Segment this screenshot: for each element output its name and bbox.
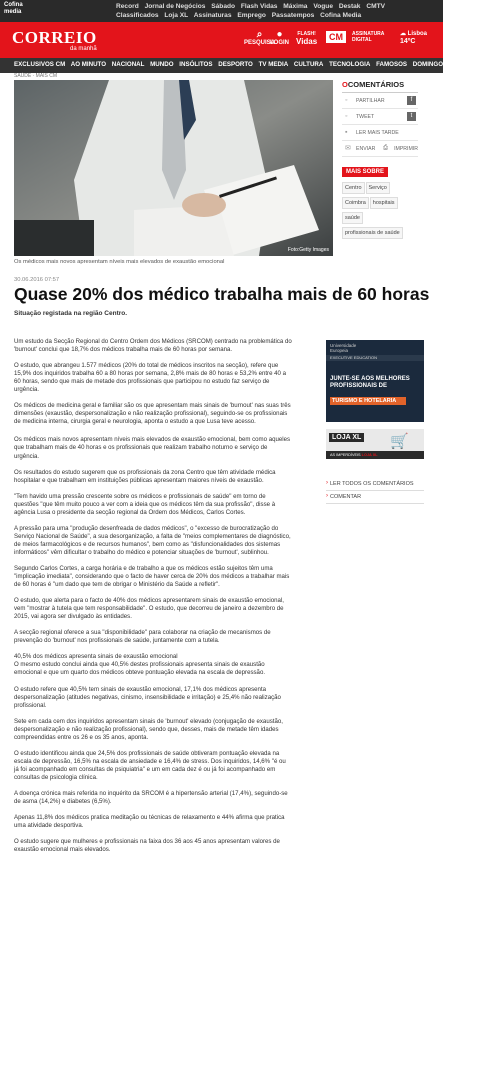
network-links [116, 3, 436, 20]
article-body [14, 338, 292, 862]
article-paragraph: Sete em cada cem dos inquiridos apresentam sinais de 'burnout' elevado (conjugação de exaustão, despersonalização e não realização profissional), sendo que, desses, mais de metade têm idades compreendidas entre os 26 e os 35 anos, aponta. [14, 717, 283, 741]
nav-item[interactable]: AO MINUTO [70, 61, 107, 68]
nav-item[interactable]: CULTURA [293, 61, 324, 68]
mail-icon: ✉ [345, 145, 351, 152]
article-paragraph: O estudo sugere que mulheres e profissionais na faixa dos 36 aos 45 anos apresentam valores de exaustão emocional mais elevados. [14, 838, 280, 854]
article-paragraph: 40,5% dos médicos apresenta sinais de exaustão emocional O mesmo estudo conclui ainda que 40,5% destes profissionais apresenta sinais de exaustão emocional e que um quarto dos médicos obteve pontuação elevada na escala de depressão. [14, 653, 266, 677]
tag-list [342, 182, 418, 242]
network-link[interactable]: Sábado [211, 3, 236, 10]
network-link[interactable]: Classificados [116, 11, 159, 19]
send-email-button[interactable]: ✉ ENVIAR ⎙ IMPRIMIR [342, 141, 418, 157]
cofina-logo[interactable]: Cofina media [4, 2, 23, 15]
nav-item[interactable]: TV MEDIA [258, 61, 289, 68]
search-icon: ⌕ [256, 29, 263, 40]
nav-item[interactable]: DOMINGO [412, 61, 444, 68]
nav-item[interactable]: EXCLUSIVOS CM [14, 61, 66, 68]
article-title: Quase 20% dos médico trabalha mais de 60 horas [14, 284, 430, 304]
print-icon[interactable]: ⎙ [383, 145, 388, 151]
article-paragraph: A doença crónica mais referida no inquérito da SRCOM é a hipertensão arterial (17,4%), seguindo-se de asma (14,2%) e diabetes (6,5%). [14, 789, 288, 806]
twitter-bird-icon: ◦ [345, 113, 348, 120]
mais-sobre-box [342, 160, 418, 242]
tag[interactable]: Coimbra [342, 197, 369, 209]
network-link[interactable]: Flash Vidas [240, 3, 278, 10]
site-header [0, 22, 443, 58]
nav-item[interactable]: NACIONAL [111, 61, 145, 68]
cm-logo[interactable]: CM [326, 31, 346, 43]
login-button[interactable]: ● LOGIN [270, 29, 289, 46]
comment-link[interactable]: › COMENTAR [326, 491, 424, 504]
user-icon: ● [276, 29, 283, 40]
nav-item[interactable]: OPINIÃO [448, 61, 475, 68]
article-paragraph: Os médicos mais novos apresentam níveis mais elevados de exaustão emocional, bem como aqueles que trabalham mais de 40 horas e os profissionais que realizam trabalho noturno e serviço de urgência. [14, 436, 291, 460]
loja-xl-logo: LOJA XL [329, 433, 364, 442]
nav-item[interactable]: INSÓLITOS [179, 61, 213, 68]
article-paragraph: Apenas 11,8% dos médicos pratica meditação ou técnicas de relaxamento e 44% afirma que pratica uma atividade desportiva. [14, 814, 285, 830]
article-paragraph: O estudo identificou ainda que 24,5% dos profissionais de saúde obtiveram pontuação elevada na escala de depressão, 16,5% na escala de ansiedade e 16,4% de stress. Dos inquiridos, 14,6% "é ou já foi acompanhado em consultas de psiquiatria" e um em cada dez é ou já foi acompanhado em consultas de psicologia clínica. [14, 749, 286, 781]
article-paragraph: Um estudo da Secção Regional do Centro Ordem dos Médicos (SRCOM) centrado na problemática do 'burnout' conclui que 18,7% dos médicos trabalha mais de 60 horas por semana. [14, 338, 292, 354]
read-later-button[interactable]: ▪ LER MAIS TARDE [342, 125, 418, 141]
site-logo[interactable] [12, 28, 97, 52]
breadcrumb[interactable]: SAÚDE · MAIS CM [14, 73, 58, 79]
loja-xl-ad[interactable] [326, 429, 424, 459]
network-link[interactable]: Record [116, 3, 139, 10]
nav-item[interactable]: TECNOLOGIA [329, 61, 371, 68]
comments-heading[interactable]: OCOMENTÁRIOS [342, 80, 418, 93]
nav-item[interactable]: FAMOSOS [376, 61, 408, 68]
nav-item[interactable]: DESPORTO [218, 61, 253, 68]
article-photo [14, 80, 333, 256]
tag[interactable]: Serviço [366, 182, 390, 194]
share-icon: ◦ [345, 97, 348, 104]
article-subtitle: Situação registada na região Centro. [14, 310, 128, 317]
weather-widget[interactable]: ☁ Lisboa 14ºC [400, 31, 428, 45]
twitter-icon: t [407, 112, 416, 121]
ad-bar: EXECUTIVE EDUCATION [326, 355, 424, 361]
doctor-photo-illustration [14, 80, 333, 256]
tag[interactable]: saúde [342, 212, 363, 224]
network-link[interactable]: Emprego [237, 11, 266, 19]
network-link[interactable]: Destak [338, 3, 361, 10]
network-link[interactable]: CMTV [366, 3, 386, 10]
tag[interactable]: hospitais [370, 197, 398, 209]
article-paragraph: Segundo Carlos Cortes, a carga horária e de trabalho a que os médicos estão sujeitos têm uma "implicação imediata", considerando que o facto de haver cerca de 20% dos médicos a trabalhar mais de 60 horas é "um dado que tem de obrigar o Ministério da Saúde a refletir". [14, 564, 290, 589]
subscription-link[interactable]: ASSINATURA DIGITAL [352, 31, 385, 43]
main-nav [0, 58, 475, 73]
ad-brand: Universidade Europeia [330, 343, 357, 353]
network-link[interactable]: Máxima [283, 3, 308, 10]
article-paragraph: O estudo, que alerta para o facto de 40% dos médicos apresentarem sinais de exaustão emocional, vem "mostrar à tutela que tem responsabilidade". O estudo, que decorreu de janeiro a dezembro de 2015, vai agora ser divulgado às entidades. [14, 597, 284, 621]
photo-credit: Foto:Getty Images [287, 247, 329, 253]
network-link[interactable]: Vogue [313, 3, 333, 10]
share-facebook-button[interactable]: ◦ PARTILHAR f [342, 93, 418, 109]
comments-share-box [342, 80, 418, 157]
tweet-button[interactable]: ◦ TWEET t [342, 109, 418, 125]
article-date: 30.06.2016 07:57 [14, 277, 60, 283]
ad-strip: AS IMPERDÍVEIS LOJA XL [326, 451, 424, 459]
article-paragraph: O estudo refere que 40,5% tem sinais de exaustão emocional, 17,1% dos médicos apresenta despersonalização (atitudes negativas, cinismo, insensibilidade e irritação) e 25,4% não realização profissional. [14, 685, 281, 709]
flash-vidas-link[interactable]: FLASH! Vidas [296, 31, 318, 46]
print-label[interactable]: IMPRIMIR [394, 146, 418, 152]
article-paragraph: Os resultados do estudo sugerem que os profissionais da zona Centro que têm atividade médica hospitalar e que trabalham em instituições públicas apresentam maiores níveis de exaustão. [14, 468, 276, 484]
article-paragraph: O estudo, que abrangeu 1.577 médicos (20% do total de médicos inscritos na secção), refere que 15,9% dos inquiridos trabalha 60 a 80 horas por semana, 2,8% mais de 80 horas e 53,2% entre 40 a 60 horas, sendo que mais de metade dos profissionais que participou no estudo faz serviço de urgência. [14, 362, 287, 394]
nav-item[interactable]: MUNDO [150, 61, 174, 68]
ad-highlight: TURISMO E HOTELARIA [330, 397, 406, 405]
ad-text: JUNTE-SE AOS MELHORES PROFISSIONAIS DE [330, 376, 410, 389]
shopping-cart-icon: 🛒 [390, 433, 409, 450]
network-link[interactable]: Cofina Media [320, 11, 362, 19]
network-link[interactable]: Jornal de Negócios [144, 3, 206, 10]
comment-links [326, 478, 424, 504]
network-bar [0, 0, 443, 22]
universidade-europeia-ad[interactable] [326, 340, 424, 422]
search-button[interactable]: ⌕ PESQUISA [244, 29, 276, 46]
facebook-icon: f [407, 96, 416, 105]
article-paragraph: A pressão para uma "produção desenfreada de dados médicos", o "excesso de burocratização do Serviço Nacional de Saúde", a sua desorganização, a falta de "meios complementares de diagnóstico, de meios farmacológicos e de recursos humanos", bem como as "disfuncionalidades dos sistemas informáticos" vêm dificultar o trabalho do médico e potenciar situações de 'burnout', sublinhou. [14, 524, 291, 556]
photo-caption: Os médicos mais novos apresentam níveis mais elevados de exaustão emocional [14, 259, 225, 265]
article-paragraph: "Tem havido uma pressão crescente sobre os médicos e profissionais de saúde" em torno de questões "que têm muito pouco a ver com a ideia que os médicos têm da sua profissão", disse à agência Lusa o presidente da secção regional da Ordem dos Médicos, Carlos Cortes. [14, 492, 276, 516]
network-link[interactable]: Passatempos [271, 11, 315, 19]
article-paragraph: Os médicos de medicina geral e familiar são os que apresentam mais sinais de 'burnout' nas suas três dimensões (exaustão, despersonalização e não realização profissional), seguindo-se os profissionais de medicina interna, cirurgia geral e neurologia, aponta o estudo a que Lusa teve acesso. [14, 402, 291, 426]
logo-main: CORREIO [12, 28, 97, 47]
tag[interactable]: profissionais de saúde [342, 227, 403, 239]
tag[interactable]: Centro [342, 182, 365, 194]
logo-sub: da manhã [70, 46, 97, 52]
network-link[interactable]: Assinaturas [193, 11, 232, 19]
network-link[interactable]: Loja XL [164, 11, 189, 19]
weather-icon: ☁ [400, 31, 406, 37]
article-paragraph: A secção regional oferece a sua "disponibilidade" para colaborar na criação de mecanismos de prevenção do 'burnout' nos profissionais de saúde, juntamente com a tutela. [14, 629, 271, 645]
bookmark-icon: ▪ [345, 129, 348, 136]
mais-sobre-heading: MAIS SOBRE [342, 167, 388, 177]
read-all-comments-link[interactable]: › LER TODOS OS COMENTÁRIOS [326, 478, 424, 491]
